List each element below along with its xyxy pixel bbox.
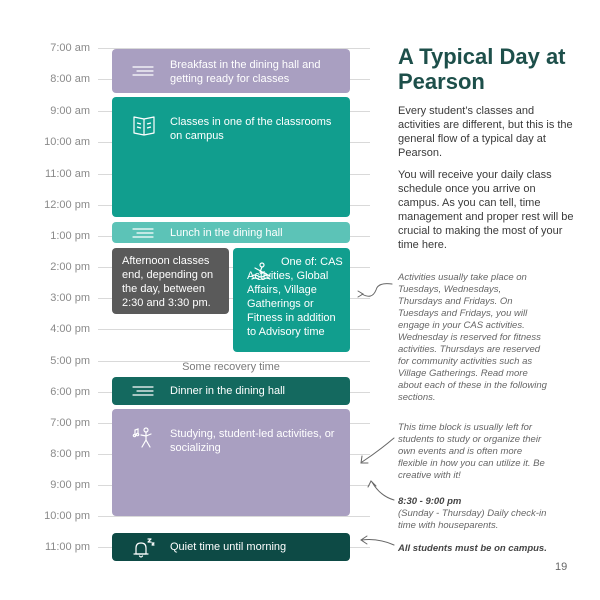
study-note: This time block is usually left for students to study or organize their own events and is often more flexible in how you can utilize it. Be creative with it! [398, 422, 545, 481]
utensils-icon [132, 65, 154, 77]
arrow-study-head [361, 456, 368, 463]
campus-rule: All students must be on campus. [398, 543, 547, 554]
time-label: 1:00 pm [50, 230, 90, 242]
book-icon [132, 114, 156, 136]
time-label: 10:00 am [44, 136, 90, 148]
time-label: 5:00 pm [50, 355, 90, 367]
bell-sleep-icon [132, 537, 156, 559]
dinner-block [112, 377, 350, 405]
afternoon-classes-label: Afternoon classes end, depending on the day, between 2:30 and 3:30 pm. [122, 255, 214, 309]
intro-paragraph: Every student’s classes and activities are different, but this is the general flow of a typical day at Pearson. [398, 105, 573, 159]
classes-label: Classes in one of the classrooms on campus [170, 116, 332, 142]
afternoon-classes-block [112, 248, 229, 314]
grid-line [98, 516, 370, 517]
schedule-paragraph: You will receive your daily class schedule once you arrive on campus. As you can tell, time management and proper rest will be crucial to making the most of your time here. [398, 169, 574, 251]
time-label: 12:00 pm [44, 199, 90, 211]
recovery-label: Some recovery time [182, 361, 280, 373]
checkin-time: 8:30 - 9:00 pm [398, 496, 462, 507]
checkin-note: (Sunday - Thursday) Daily check-in time with houseparents. [398, 508, 547, 531]
utensils-icon [132, 227, 154, 239]
campus-note [398, 543, 548, 555]
arrow-activities-head [358, 291, 363, 297]
page-number: 19 [555, 561, 568, 573]
time-label: 4:00 pm [50, 323, 90, 335]
activities-label: One of: CAS Activities, Global Affairs, Village Gatherings or Fitness in addition to Advisory time [247, 256, 343, 338]
activities-block [233, 248, 350, 352]
utensils-icon [132, 385, 154, 397]
time-label: 3:00 pm [50, 292, 90, 304]
arrow-campus-head [361, 536, 367, 544]
time-label: 9:00 am [50, 105, 90, 117]
studying-block [112, 409, 350, 516]
lunch-label: Lunch in the dining hall [170, 227, 283, 239]
breakfast-block [112, 49, 350, 93]
arrow-checkin-head [368, 481, 376, 487]
arrow-campus [362, 540, 394, 545]
music-person-icon [132, 427, 156, 449]
studying-label: Studying, student-led activities, or socializing [170, 428, 335, 454]
classes-block [112, 97, 350, 217]
time-label: 7:00 am [50, 42, 90, 54]
arrow-activities [362, 284, 392, 297]
arrow-checkin [372, 482, 394, 500]
time-label: 11:00 am [44, 168, 90, 180]
time-label: 2:00 pm [50, 261, 90, 273]
activities-note: Activities usually take place on Tuesdays, Wednesdays, Thursdays and Fridays. On Tuesdays and Fridays, you will engage in your CAS activities. Wednesday is reserved for fitness activities. Thursdays are reserved for community activities such as Village Gatherings. Read more about each of these in the following sections. [398, 272, 547, 403]
time-label: 6:00 pm [50, 386, 90, 398]
lunch-block [112, 222, 350, 243]
dinner-label: Dinner in the dining hall [170, 385, 285, 397]
time-label: 8:00 pm [50, 448, 90, 460]
time-label: 8:00 am [50, 73, 90, 85]
checkin-time-note [398, 496, 548, 508]
time-label: 11:00 pm [44, 541, 90, 553]
time-label: 7:00 pm [50, 417, 90, 429]
page-title: A Typical Day at Pearson [398, 44, 566, 94]
time-label: 10:00 pm [44, 510, 90, 522]
arrow-study [362, 438, 394, 462]
quiet-time-block [112, 533, 350, 561]
time-label: 9:00 pm [50, 479, 90, 491]
breakfast-label: Breakfast in the dining hall and getting ready for classes [170, 59, 321, 85]
quiet-time-label: Quiet time until morning [170, 541, 287, 553]
